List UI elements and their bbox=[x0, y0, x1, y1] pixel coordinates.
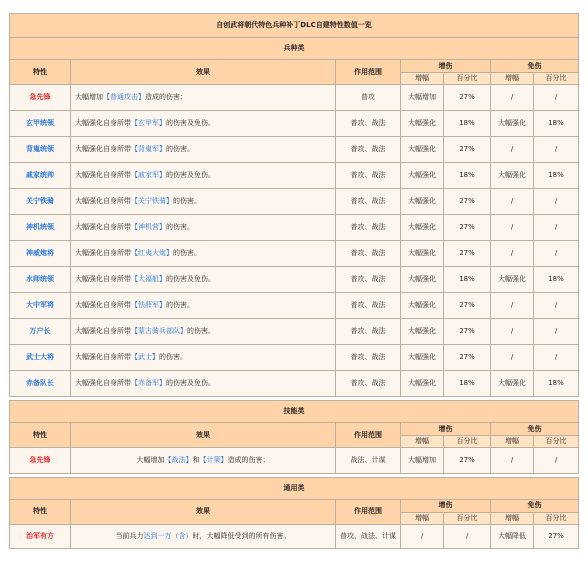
table-row bbox=[10, 189, 579, 215]
damage-up-amount: 大幅强化 bbox=[401, 189, 444, 215]
damage-reduction-amount: / bbox=[491, 293, 534, 319]
damage-up-amount: 大幅增加 bbox=[401, 85, 444, 111]
damage-up-percent: 18% bbox=[444, 267, 491, 293]
trait-name: 急先锋 bbox=[10, 448, 71, 474]
damage-reduction-amount: / bbox=[491, 189, 534, 215]
effect-text: 的伤害。 bbox=[187, 327, 215, 335]
scope-cell: 普攻 bbox=[336, 85, 401, 111]
table-row bbox=[10, 319, 579, 345]
effect-highlight: 【玄甲军】 bbox=[131, 119, 166, 127]
scope-cell: 普攻、战法 bbox=[336, 267, 401, 293]
effect-text: 的伤害及免伤。 bbox=[166, 119, 215, 127]
damage-reduction-amount: / bbox=[491, 137, 534, 163]
effect-text: 大幅强化自身所带 bbox=[75, 301, 131, 309]
damage-reduction-percent: 27% bbox=[534, 524, 579, 548]
column-header-damage-up: 增伤 bbox=[401, 499, 491, 512]
effect-cell bbox=[71, 345, 336, 371]
effect-cell bbox=[71, 189, 336, 215]
trait-name: 赤备队长 bbox=[10, 371, 71, 397]
damage-up-amount: 大幅强化 bbox=[401, 371, 444, 397]
effect-text: 的伤害。 bbox=[166, 223, 194, 231]
effect-text: 造成的伤害； bbox=[145, 93, 187, 101]
column-header-trait: 特性 bbox=[10, 423, 71, 448]
effect-text: 时，大幅降低受到的所有伤害。 bbox=[192, 531, 291, 540]
damage-up-amount: 大幅强化 bbox=[401, 215, 444, 241]
damage-reduction-amount: / bbox=[491, 319, 534, 345]
effect-text: 大幅强化自身所带 bbox=[75, 327, 131, 335]
effect-text: 当前兵力 bbox=[115, 531, 144, 540]
trait-table-body bbox=[10, 14, 579, 549]
damage-reduction-percent: / bbox=[534, 215, 579, 241]
table-row bbox=[10, 345, 579, 371]
column-header-damage-up: 增伤 bbox=[401, 423, 491, 436]
table-row bbox=[10, 448, 579, 474]
damage-up-amount: 大幅强化 bbox=[401, 319, 444, 345]
damage-reduction-percent: / bbox=[534, 319, 579, 345]
scope-cell: 普攻、战法 bbox=[336, 241, 401, 267]
effect-cell bbox=[71, 319, 336, 345]
damage-reduction-percent: / bbox=[534, 448, 579, 474]
trait-name: 治军有方 bbox=[10, 524, 71, 548]
damage-up-amount: 大幅强化 bbox=[401, 137, 444, 163]
scope-cell: 普攻、战法 bbox=[336, 189, 401, 215]
scope-cell: 普攻、战法、计谋 bbox=[336, 524, 401, 548]
damage-up-percent: 27% bbox=[444, 448, 491, 474]
effect-highlight: 【背嵬军】 bbox=[131, 145, 166, 153]
effect-text: 的伤害及免伤。 bbox=[166, 171, 215, 179]
effect-text: 大幅强化自身所带 bbox=[75, 249, 131, 257]
column-header-damage-reduction: 免伤 bbox=[491, 499, 579, 512]
effect-text: 的伤害。 bbox=[173, 249, 201, 257]
table-row bbox=[10, 293, 579, 319]
scope-cell: 普攻、战法 bbox=[336, 111, 401, 137]
trait-name: 背嵬统领 bbox=[10, 137, 71, 163]
effect-text: 和 bbox=[192, 455, 200, 464]
effect-cell bbox=[71, 371, 336, 397]
scope-cell: 普攻、战法 bbox=[336, 163, 401, 189]
table-row bbox=[10, 163, 579, 189]
effect-highlight: 达到一万（含） bbox=[143, 531, 193, 540]
effect-highlight: 【怯薛军】 bbox=[131, 301, 166, 309]
effect-highlight: 【普通攻击】 bbox=[103, 93, 145, 101]
effect-highlight: 【大福船】 bbox=[131, 275, 166, 283]
damage-up-percent: 27% bbox=[444, 241, 491, 267]
damage-reduction-percent: 18% bbox=[534, 267, 579, 293]
column-header-up-percent: 百分比 bbox=[444, 436, 491, 448]
damage-reduction-percent: 18% bbox=[534, 371, 579, 397]
damage-reduction-amount: / bbox=[491, 345, 534, 371]
damage-up-percent: 27% bbox=[444, 85, 491, 111]
damage-up-percent: 27% bbox=[444, 215, 491, 241]
damage-reduction-percent: 18% bbox=[534, 163, 579, 189]
column-header-red-amount: 增幅 bbox=[491, 436, 534, 448]
damage-reduction-amount: / bbox=[491, 85, 534, 111]
column-header-red-amount: 增幅 bbox=[491, 73, 534, 85]
trait-table bbox=[9, 13, 579, 549]
effect-highlight: 【神机营】 bbox=[131, 223, 166, 231]
damage-reduction-amount: / bbox=[491, 448, 534, 474]
damage-reduction-percent: / bbox=[534, 241, 579, 267]
trait-name: 关宁铁骑 bbox=[10, 189, 71, 215]
damage-up-amount: 大幅增加 bbox=[401, 448, 444, 474]
damage-reduction-percent: / bbox=[534, 345, 579, 371]
table-row bbox=[10, 111, 579, 137]
scope-cell: 普攻、战法 bbox=[336, 137, 401, 163]
trait-name: 大中军将 bbox=[10, 293, 71, 319]
column-header-scope: 作用范围 bbox=[336, 423, 401, 448]
trait-name: 武士大将 bbox=[10, 345, 71, 371]
effect-cell bbox=[71, 111, 336, 137]
column-header-effect: 效果 bbox=[71, 499, 336, 524]
section-header: 技能类 bbox=[10, 401, 579, 423]
column-header-trait: 特性 bbox=[10, 499, 71, 524]
table-row bbox=[10, 241, 579, 267]
effect-text: 大幅强化自身所带 bbox=[75, 275, 131, 283]
effect-cell bbox=[71, 524, 336, 548]
damage-up-percent: 18% bbox=[444, 111, 491, 137]
damage-reduction-amount: / bbox=[491, 241, 534, 267]
column-header-red-amount: 增幅 bbox=[491, 512, 534, 524]
effect-cell bbox=[71, 163, 336, 189]
damage-up-amount: 大幅强化 bbox=[401, 345, 444, 371]
damage-up-percent: 18% bbox=[444, 371, 491, 397]
effect-highlight: 【武士】 bbox=[131, 353, 159, 361]
trait-name: 戚家统帅 bbox=[10, 163, 71, 189]
damage-up-amount: / bbox=[401, 524, 444, 548]
column-header-damage-reduction: 免伤 bbox=[491, 423, 579, 436]
trait-name: 神机统领 bbox=[10, 215, 71, 241]
effect-text: 大幅强化自身所带 bbox=[75, 145, 131, 153]
table-row bbox=[10, 371, 579, 397]
column-header-effect: 效果 bbox=[71, 423, 336, 448]
effect-text: 大幅增加 bbox=[75, 93, 103, 101]
damage-up-percent: 27% bbox=[444, 189, 491, 215]
table-row bbox=[10, 524, 579, 548]
column-header-damage-up: 增伤 bbox=[401, 60, 491, 73]
trait-table-wrapper bbox=[9, 13, 578, 549]
damage-reduction-amount: / bbox=[491, 215, 534, 241]
damage-reduction-amount: 大幅强化 bbox=[491, 163, 534, 189]
trait-name: 急先锋 bbox=[10, 85, 71, 111]
damage-up-percent: 27% bbox=[444, 293, 491, 319]
effect-text: 造成的伤害； bbox=[227, 455, 270, 464]
column-header-up-amount: 增幅 bbox=[401, 73, 444, 85]
column-header-red-percent: 百分比 bbox=[534, 73, 579, 85]
column-header-up-percent: 百分比 bbox=[444, 73, 491, 85]
scope-cell: 普攻、战法 bbox=[336, 293, 401, 319]
effect-highlight: 【红夷大炮】 bbox=[131, 249, 173, 257]
effect-cell bbox=[71, 293, 336, 319]
effect-highlight: 【计策】 bbox=[199, 455, 228, 464]
column-header-trait: 特性 bbox=[10, 60, 71, 85]
table-row bbox=[10, 215, 579, 241]
scope-cell: 普攻、战法 bbox=[336, 319, 401, 345]
damage-up-percent: 18% bbox=[444, 163, 491, 189]
column-header-red-percent: 百分比 bbox=[534, 436, 579, 448]
effect-text: 的伤害。 bbox=[166, 301, 194, 309]
column-header-damage-reduction: 免伤 bbox=[491, 60, 579, 73]
effect-cell bbox=[71, 85, 336, 111]
effect-cell bbox=[71, 137, 336, 163]
column-header-up-percent: 百分比 bbox=[444, 512, 491, 524]
damage-up-percent: 27% bbox=[444, 319, 491, 345]
damage-up-percent: 27% bbox=[444, 345, 491, 371]
effect-text: 大幅增加 bbox=[136, 455, 165, 464]
damage-reduction-amount: 大幅强化 bbox=[491, 267, 534, 293]
column-header-up-amount: 增幅 bbox=[401, 512, 444, 524]
damage-reduction-percent: 18% bbox=[534, 111, 579, 137]
effect-cell bbox=[71, 267, 336, 293]
effect-text: 大幅强化自身所带 bbox=[75, 223, 131, 231]
trait-name: 神威炮将 bbox=[10, 241, 71, 267]
column-header-red-percent: 百分比 bbox=[534, 512, 579, 524]
damage-reduction-percent: / bbox=[534, 85, 579, 111]
scope-cell: 战法、计谋 bbox=[336, 448, 401, 474]
effect-text: 的伤害。 bbox=[159, 353, 187, 361]
table-row bbox=[10, 267, 579, 293]
column-header-effect: 效果 bbox=[71, 60, 336, 85]
section-header: 兵种类 bbox=[10, 38, 579, 60]
damage-reduction-amount: 大幅强化 bbox=[491, 371, 534, 397]
trait-name: 万户长 bbox=[10, 319, 71, 345]
damage-up-percent: / bbox=[444, 524, 491, 548]
effect-text: 大幅强化自身所带 bbox=[75, 379, 131, 387]
scope-cell: 普攻、战法 bbox=[336, 215, 401, 241]
effect-highlight: 【战法】 bbox=[164, 455, 193, 464]
column-header-scope: 作用范围 bbox=[336, 60, 401, 85]
table-row bbox=[10, 85, 579, 111]
effect-text: 的伤害。 bbox=[166, 145, 194, 153]
damage-up-amount: 大幅强化 bbox=[401, 163, 444, 189]
effect-text: 大幅强化自身所带 bbox=[75, 197, 131, 205]
table-title: 自创武将朝代特色兵种补丁DLC自建特性数值一览 bbox=[10, 14, 579, 38]
damage-up-amount: 大幅强化 bbox=[401, 293, 444, 319]
effect-cell bbox=[71, 448, 336, 474]
damage-reduction-percent: / bbox=[534, 293, 579, 319]
effect-text: 大幅强化自身所带 bbox=[75, 171, 131, 179]
effect-cell bbox=[71, 241, 336, 267]
effect-highlight: 【赤备军】 bbox=[131, 379, 166, 387]
table-row bbox=[10, 137, 579, 163]
damage-reduction-amount: 大幅降低 bbox=[491, 524, 534, 548]
effect-highlight: 【戚家军】 bbox=[131, 171, 166, 179]
effect-highlight: 【蒙古骑兵部队】 bbox=[131, 327, 187, 335]
damage-reduction-percent: / bbox=[534, 137, 579, 163]
effect-text: 大幅强化自身所带 bbox=[75, 119, 131, 127]
damage-up-amount: 大幅强化 bbox=[401, 241, 444, 267]
effect-text: 的伤害。 bbox=[173, 197, 201, 205]
effect-cell bbox=[71, 215, 336, 241]
column-header-scope: 作用范围 bbox=[336, 499, 401, 524]
effect-highlight: 【关宁铁骑】 bbox=[131, 197, 173, 205]
scope-cell: 普攻、战法 bbox=[336, 371, 401, 397]
effect-text: 的伤害及免伤。 bbox=[166, 275, 215, 283]
damage-up-amount: 大幅强化 bbox=[401, 111, 444, 137]
scope-cell: 普攻、战法 bbox=[336, 345, 401, 371]
damage-reduction-percent: / bbox=[534, 189, 579, 215]
damage-up-percent: 27% bbox=[444, 137, 491, 163]
trait-name: 水师统领 bbox=[10, 267, 71, 293]
section-header: 通用类 bbox=[10, 477, 579, 499]
effect-text: 的伤害及免伤。 bbox=[166, 379, 215, 387]
column-header-up-amount: 增幅 bbox=[401, 436, 444, 448]
effect-text: 大幅强化自身所带 bbox=[75, 353, 131, 361]
damage-up-amount: 大幅强化 bbox=[401, 267, 444, 293]
trait-name: 玄甲统领 bbox=[10, 111, 71, 137]
damage-reduction-amount: 大幅强化 bbox=[491, 111, 534, 137]
